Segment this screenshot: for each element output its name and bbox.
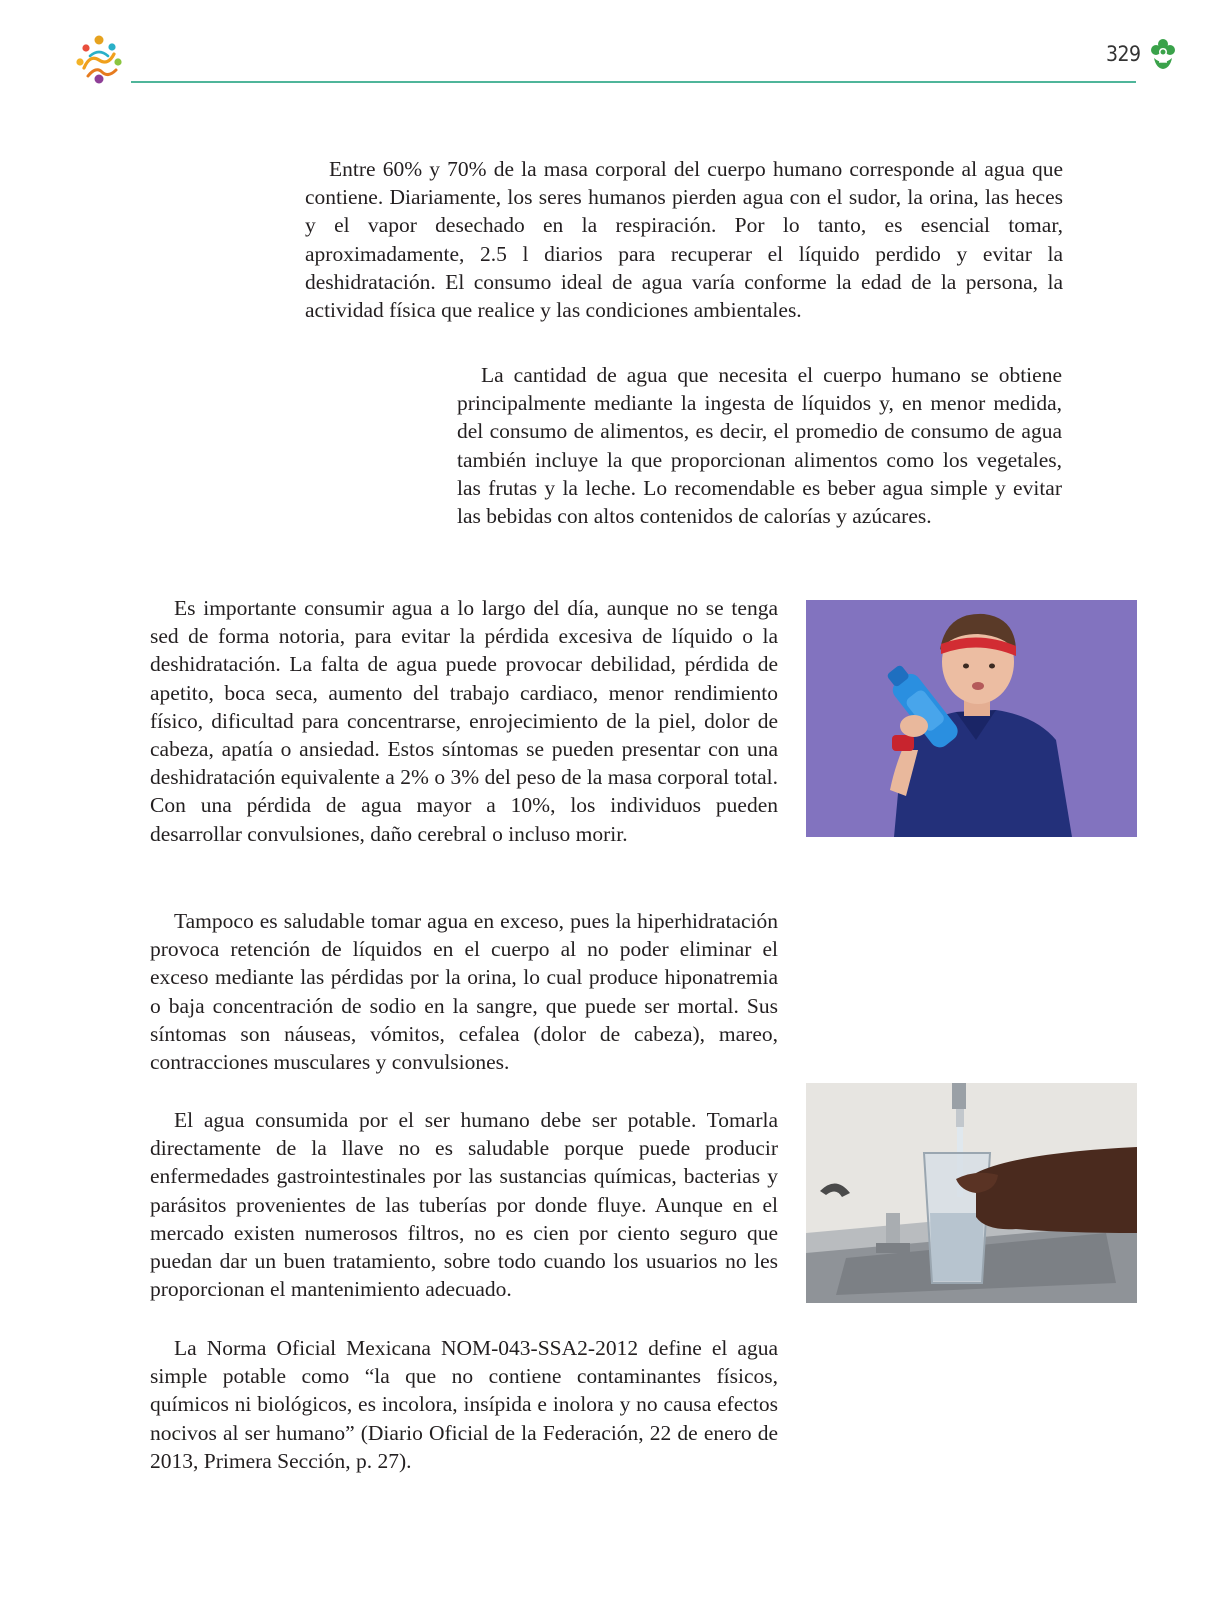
boy-drinking-water-bottle-photo — [806, 600, 1137, 837]
paragraph-potable-water: El agua consumida por el ser humano debe ser potable. Tomarla directamente de la llave no es saludable porque puede producir enfermedades gastrointestinales por las sustancias químicas, bacterias y parásitos provenientes de las tuberías por donde fluye. Aunque en el mercado existen numerosos filtros, no es cien por ciento seguro que puedan dar un buen tratamiento, sobre todo cuando los usuarios no les proporcionan el mantenimiento adecuado. — [150, 1108, 778, 1302]
paragraph-water-intake: La cantidad de agua que necesita el cuerpo humano se obtiene principalmente mediante la ingesta de líquidos y, en menor medida, del consumo de alimentos, es decir, el promedio de consumo de agua también incluye la que proporcionan alimentos como los vegetales, las frutas y la leche. Lo recomendable es beber agua simple y evitar las bebidas con altos contenidos de calorías y azúcares. — [457, 363, 1062, 529]
paragraph-water-mass: Entre 60% y 70% de la masa corporal del cuerpo humano corresponde al agua que contiene. Diariamente, los seres humanos pierden agua con el sudor, la orina, las heces y el vapor desechado en la respiración. Por lo tanto, es esencial tomar, aproximadamente, 2.5 l diarios para recuperar el líquido perdido y evitar la deshidratación. El consumo ideal de agua varía conforme la edad de la persona, la actividad física que realice y las condiciones ambientales. — [305, 157, 1063, 323]
paragraph-overhydration: Tampoco es saludable tomar agua en exceso, pues la hiperhidratación provoca retención de líquidos en el cuerpo al no poder eliminar el exceso mediante las pérdidas por la orina, lo cual produce hiponatremia o baja concentración de sodio en la sangre, que puede ser mortal. Sus síntomas son náuseas, vómitos, cefalea (dolor de cabeza), mareo, contracciones musculares y convulsiones. — [150, 909, 778, 1075]
page-number: 329 — [1106, 42, 1141, 66]
paragraph-norma-oficial: La Norma Oficial Mexicana NOM-043-SSA2-2012 define el agua simple potable como “la que no contiene contaminantes físicos, químicos ni biológicos, es incolora, insípida e inolora y no causa efectos nocivos al ser humano” (Diario Oficial de la Federación, 22 de enero de 2013, Primera Sección, p. 27). — [150, 1336, 778, 1473]
header-rule — [131, 81, 1136, 83]
paragraph-dehydration: Es importante consumir agua a lo largo del día, aunque no se tenga sed de forma notoria, para evitar la pérdida excesiva de líquido o la deshidratación. La falta de agua puede provocar debilidad, pérdida de apetito, boca seca, aumento del trabajo cardiaco, menor rendimiento físico, dificultad para concentrarse, enrojecimiento de la piel, dolor de cabeza, apatía o ansiedad. Estos síntomas se pueden presentar con una deshidratación equivalente a 2% o 3% del peso de la masa corporal total. Con una pérdida de agua mayor a 10%, los individuos pueden desarrollar convulsiones, daño cerebral o incluso morir. — [150, 596, 778, 846]
colorful-dots-figure-logo-icon — [72, 32, 126, 86]
green-flower-icon — [1150, 38, 1176, 70]
glass-under-faucet-photo — [806, 1083, 1137, 1303]
